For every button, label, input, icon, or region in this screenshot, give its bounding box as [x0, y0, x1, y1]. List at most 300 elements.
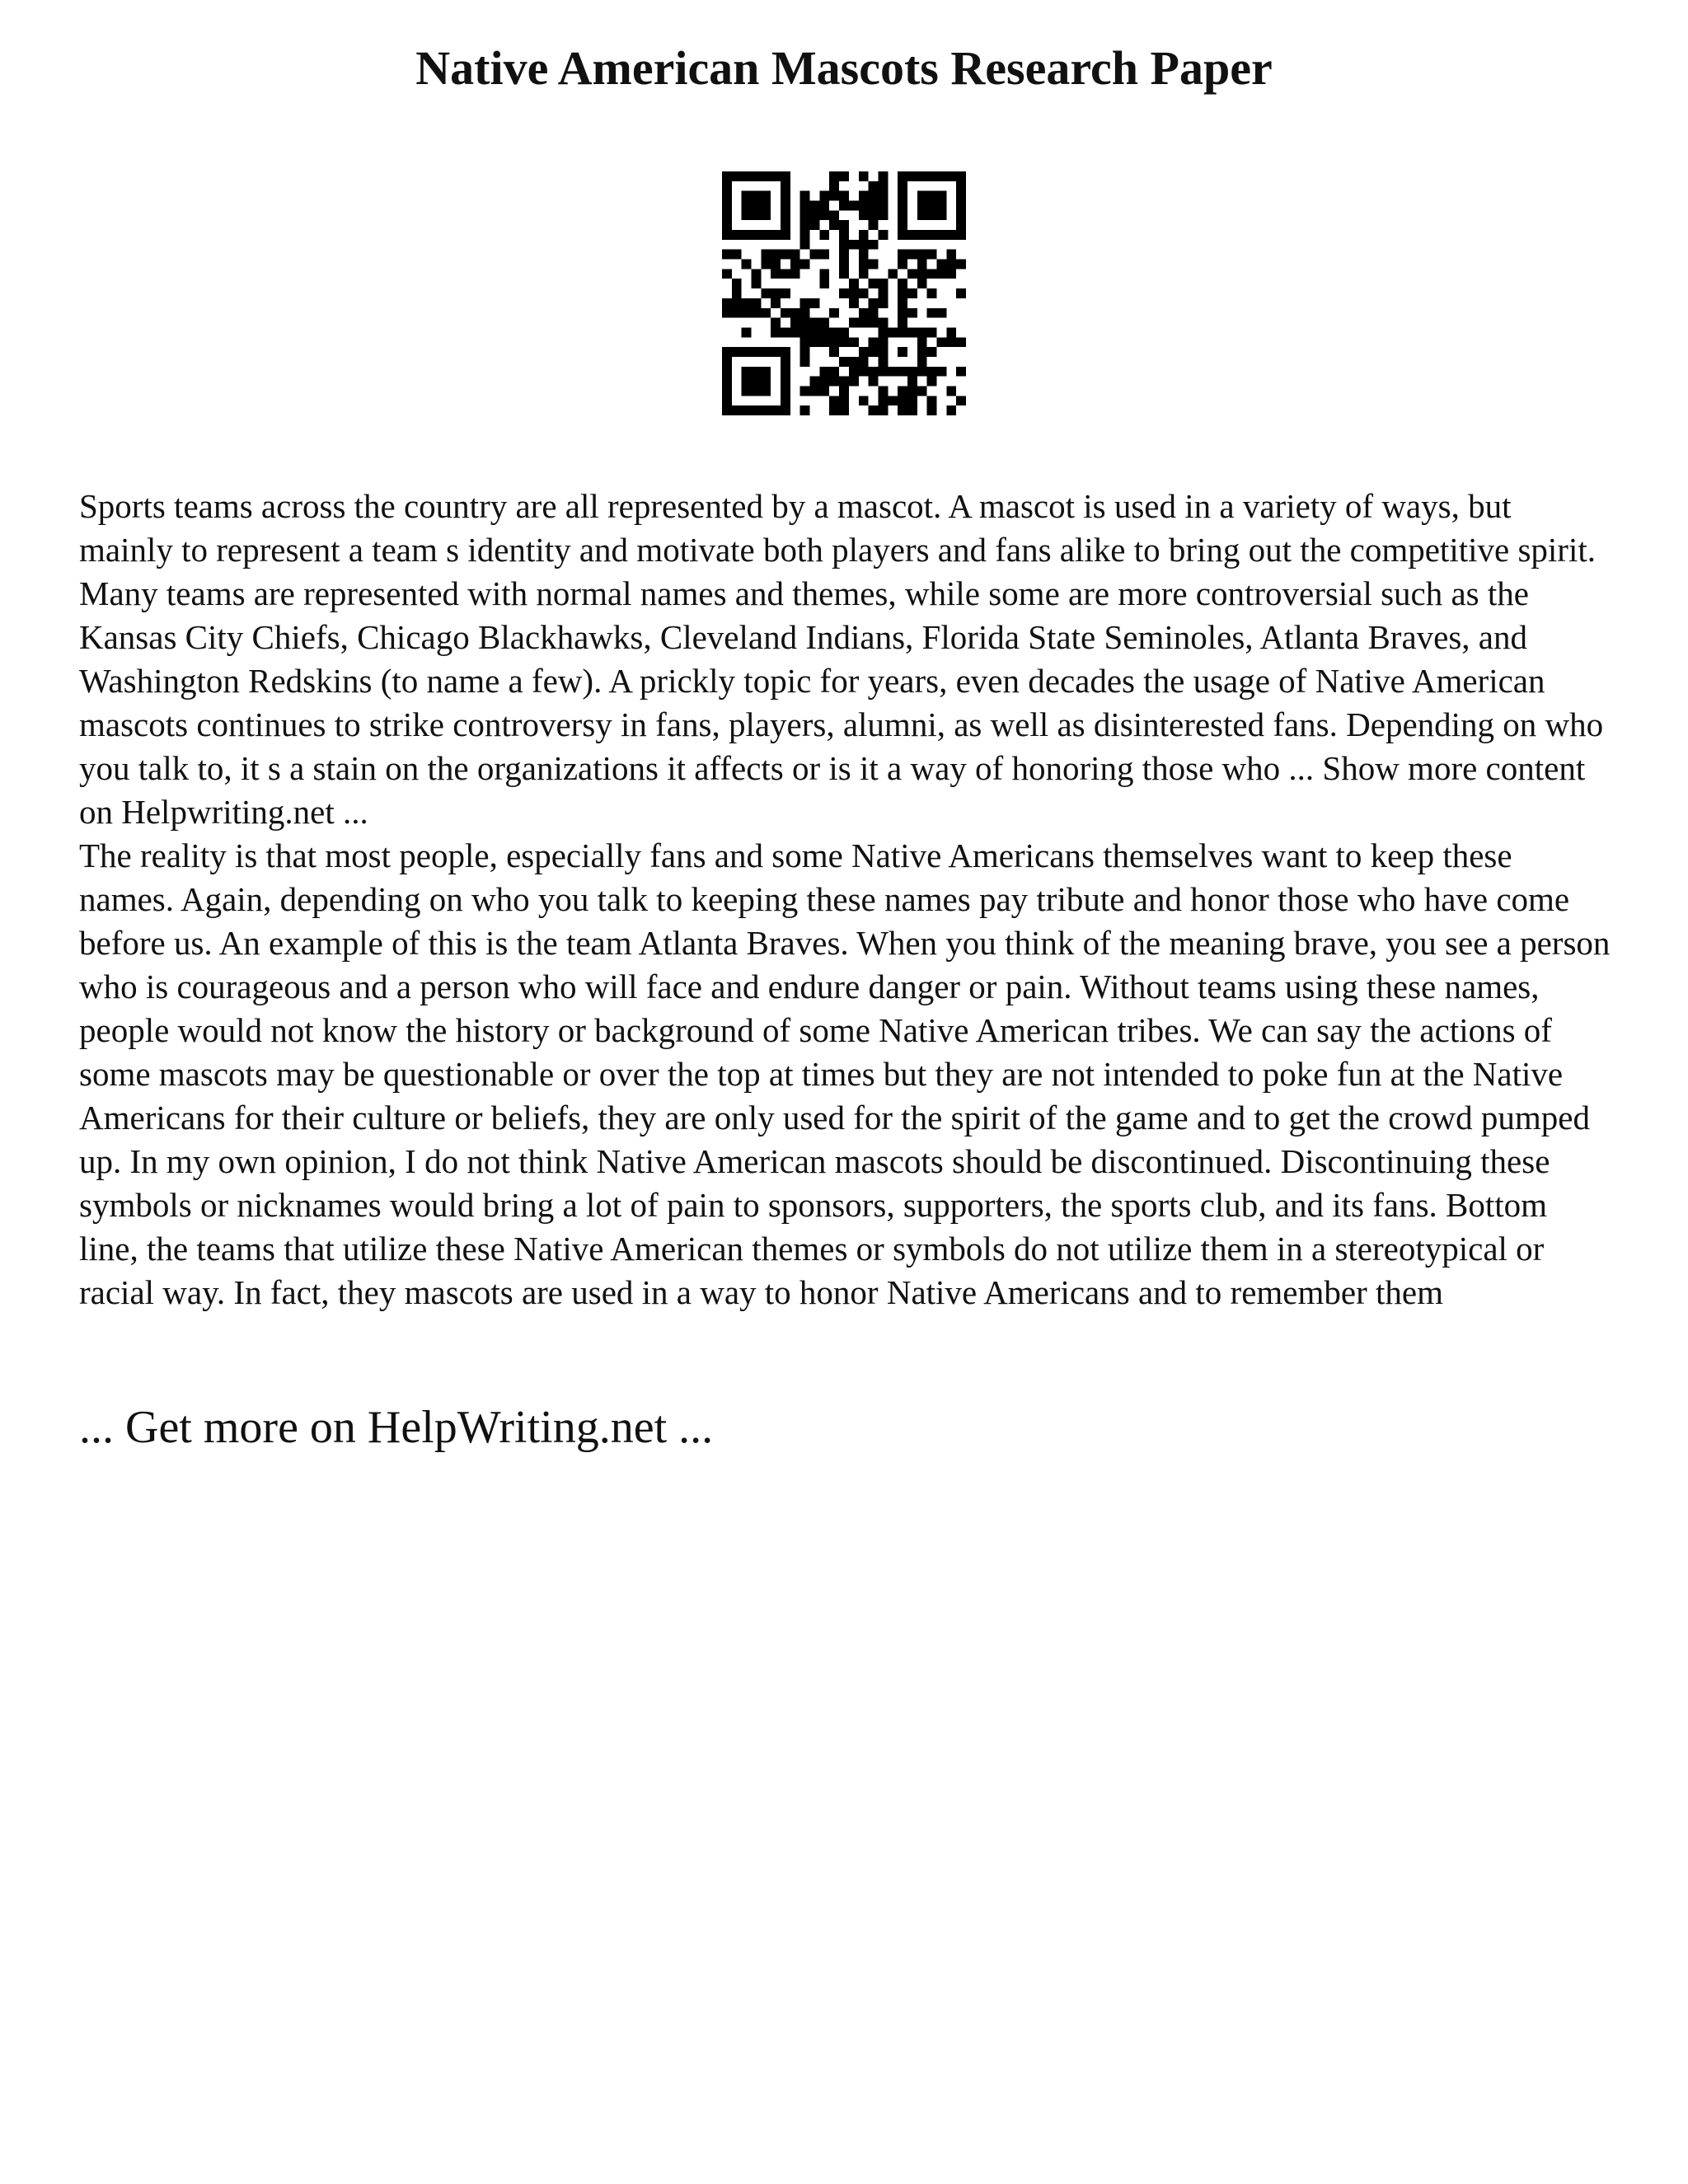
qr-module [781, 171, 790, 181]
qr-module [819, 269, 829, 279]
qr-module [800, 220, 810, 230]
qr-module [800, 191, 810, 201]
qr-module [878, 181, 888, 191]
qr-module [869, 405, 879, 415]
qr-module [761, 288, 771, 298]
page-title: Native American Mascots Research Paper [415, 41, 1273, 95]
qr-module [927, 327, 937, 337]
qr-module [917, 386, 927, 396]
qr-module [936, 367, 946, 377]
qr-module [878, 357, 888, 367]
qr-module [917, 230, 927, 240]
qr-module [732, 298, 742, 308]
qr-module [907, 405, 917, 415]
qr-module [722, 367, 732, 377]
qr-module [849, 357, 859, 367]
qr-module [800, 337, 810, 347]
qr-module [859, 240, 869, 250]
qr-module [917, 327, 927, 337]
qr-module [722, 357, 732, 367]
qr-module [742, 405, 752, 415]
qr-module [781, 250, 790, 260]
qr-module [859, 308, 869, 318]
qr-module [956, 220, 966, 230]
qr-module [898, 298, 907, 308]
qr-module [859, 269, 869, 279]
qr-module [722, 171, 732, 181]
qr-module [907, 396, 917, 405]
qr-module [946, 337, 956, 347]
qr-module [800, 298, 810, 308]
qr-module [859, 191, 869, 201]
qr-module [781, 386, 790, 396]
qr-code-icon[interactable] [722, 171, 966, 415]
qr-module [742, 230, 752, 240]
qr-module [742, 367, 752, 377]
qr-module [946, 250, 956, 260]
qr-module [927, 250, 937, 260]
qr-module [761, 171, 771, 181]
qr-module [800, 405, 810, 415]
qr-module [839, 405, 849, 415]
qr-module [849, 298, 859, 308]
qr-module [878, 279, 888, 288]
qr-module [790, 260, 800, 269]
qr-module [898, 347, 907, 357]
qr-module [878, 386, 888, 396]
qr-module [781, 181, 790, 191]
qr-module [800, 240, 810, 250]
qr-module [839, 327, 849, 337]
qr-module [722, 230, 732, 240]
qr-module [742, 386, 752, 396]
qr-module [742, 191, 752, 201]
qr-module [781, 405, 790, 415]
qr-module [936, 308, 946, 318]
qr-module [907, 386, 917, 396]
qr-module [790, 308, 800, 318]
qr-module [839, 357, 849, 367]
qr-module [839, 191, 849, 201]
qr-module [898, 318, 907, 328]
qr-module [732, 347, 742, 357]
qr-module [927, 171, 937, 181]
qr-module [752, 269, 762, 279]
qr-module [898, 367, 907, 377]
qr-module [859, 288, 869, 298]
qr-module [722, 347, 732, 357]
qr-module [752, 191, 762, 201]
qr-module [829, 396, 839, 405]
qr-module [722, 269, 732, 279]
qr-module [722, 250, 732, 260]
qr-module [859, 357, 869, 367]
qr-module [829, 191, 839, 201]
qr-module [927, 191, 937, 201]
qr-module [761, 201, 771, 211]
qr-module [790, 250, 800, 260]
qr-module [946, 260, 956, 269]
qr-module [752, 347, 762, 357]
qr-module [722, 386, 732, 396]
qr-module [829, 337, 839, 347]
get-more-link[interactable]: ... Get more on HelpWriting.net ... [79, 1402, 714, 1453]
qr-module [829, 210, 839, 220]
qr-module [781, 377, 790, 387]
qr-module [839, 386, 849, 396]
qr-module [771, 347, 781, 357]
qr-module [722, 210, 732, 220]
qr-module [752, 308, 762, 318]
qr-module [956, 171, 966, 181]
qr-module [742, 171, 752, 181]
qr-module [927, 230, 937, 240]
qr-module [761, 210, 771, 220]
qr-module [810, 318, 820, 328]
qr-module [917, 279, 927, 288]
qr-module [917, 210, 927, 220]
qr-module [898, 260, 907, 269]
qr-module [810, 210, 820, 220]
qr-module [927, 201, 937, 211]
qr-module [771, 327, 781, 337]
qr-module [771, 269, 781, 279]
qr-module [917, 357, 927, 367]
qr-module [927, 377, 937, 387]
qr-module [722, 308, 732, 318]
qr-module [810, 327, 820, 337]
qr-module [849, 318, 859, 328]
qr-module [898, 386, 907, 396]
qr-module [936, 337, 946, 347]
paragraph-2: The reality is that most people, especially fans and some Native Americans themselves want to keep these names. Again, depending on who you talk to keeping these names pay tribute and honor those who have come before us. An example of this is the team Atlanta Braves. When you think of the meaning brave, you see a person who is courageous and a person who will face and endure danger or pain. Without teams using these names, people would not know the history or background of some Native American tribes. We can say the actions of some mascots may be questionable or over the top at times but they are not intended to poke fun at the Native Americans for their culture or beliefs, they are only used for the spirit of the game and to get the crowd pumped up. In my own opinion, I do not think Native American mascots should be discontinued. Discontinuing these symbols or nicknames would bring a lot of pain to sponsors, supporters, the sports club, and its fans. Bottom line, the teams that utilize these Native American themes or symbols do not utilize them in a stereotypical or racial way. In fact, they mascots are used in a way to honor Native Americans and to remember them [79, 837, 1611, 1311]
qr-module [781, 396, 790, 405]
qr-module [878, 288, 888, 298]
qr-module [752, 279, 762, 288]
qr-module [800, 386, 810, 396]
qr-module [829, 181, 839, 191]
qr-module [907, 308, 917, 318]
qr-module [859, 230, 869, 240]
qr-module [898, 308, 907, 318]
qr-module [956, 181, 966, 191]
qr-module [752, 386, 762, 396]
qr-module [819, 201, 829, 211]
qr-module [781, 201, 790, 211]
qr-module [781, 347, 790, 357]
qr-module [956, 367, 966, 377]
qr-module [829, 327, 839, 337]
qr-module [722, 405, 732, 415]
qr-module [819, 367, 829, 377]
qr-module [907, 171, 917, 181]
qr-module [849, 367, 859, 377]
qr-module [859, 260, 869, 269]
qr-module [946, 171, 956, 181]
qr-module [829, 308, 839, 318]
qr-module [722, 396, 732, 405]
qr-module [917, 191, 927, 201]
qr-module [849, 377, 859, 387]
qr-module [888, 269, 898, 279]
qr-module [819, 279, 829, 288]
qr-module [761, 386, 771, 396]
qr-module [771, 260, 781, 269]
paragraph-1: Sports teams across the country are all represented by a mascot. A mascot is used in a variety of ways, but mainly to represent a team s identity and motivate both players and fans alike to bring out the competitive spirit. Many teams are represented with normal names and themes, while some are more controversial such as the Kansas City Chiefs, Chicago Blackhawks, Cleveland Indians, Florida State Seminoles, Atlanta Braves, and Washington Redskins (to name a few). A prickly topic for years, even decades the usage of Native American mascots continues to strike controversy in fans, players, alumni, as well as disinterested fans. Depending on who you talk to, it s a stain on the organizations it affects or is it a way of honoring those who ... Show more content on Helpwriting.net ... [79, 487, 1604, 831]
qr-module [869, 337, 879, 347]
qr-module [752, 201, 762, 211]
qr-module [742, 327, 752, 337]
qr-module [869, 298, 879, 308]
qr-module [781, 191, 790, 201]
qr-module [859, 347, 869, 357]
qr-module [781, 357, 790, 367]
qr-module [839, 269, 849, 279]
qr-module [761, 260, 771, 269]
qr-module [752, 405, 762, 415]
qr-module [829, 171, 839, 181]
qr-module [819, 377, 829, 387]
qr-module [810, 377, 820, 387]
qr-module [810, 220, 820, 230]
qr-module [936, 260, 946, 269]
qr-module [742, 308, 752, 318]
qr-module [898, 279, 907, 288]
qr-module [771, 405, 781, 415]
qr-module [810, 250, 820, 260]
qr-module [878, 327, 888, 337]
qr-module [956, 260, 966, 269]
qr-module [859, 201, 869, 211]
qr-module [800, 201, 810, 211]
qr-module [752, 377, 762, 387]
article-body [79, 485, 1612, 1315]
qr-module [946, 386, 956, 396]
qr-module [781, 210, 790, 220]
qr-module [859, 396, 869, 405]
qr-module [742, 201, 752, 211]
qr-module [752, 298, 762, 308]
qr-module [810, 298, 820, 308]
qr-module [839, 288, 849, 298]
qr-module [907, 367, 917, 377]
qr-module [722, 377, 732, 387]
qr-module [761, 191, 771, 201]
qr-module [781, 220, 790, 230]
qr-module [849, 240, 859, 250]
qr-module [956, 230, 966, 240]
qr-module [839, 240, 849, 250]
qr-module [956, 210, 966, 220]
qr-module [819, 230, 829, 240]
qr-module [946, 269, 956, 279]
qr-module [907, 377, 917, 387]
qr-module [859, 318, 869, 328]
qr-module [859, 367, 869, 377]
qr-module [781, 367, 790, 377]
qr-module [722, 298, 732, 308]
qr-module [839, 396, 849, 405]
qr-module [898, 220, 907, 230]
qr-module [878, 347, 888, 357]
qr-module [898, 191, 907, 201]
qr-module [946, 230, 956, 240]
qr-module [781, 288, 790, 298]
qr-module [898, 181, 907, 191]
qr-module [800, 357, 810, 367]
qr-module [800, 318, 810, 328]
qr-module [927, 288, 937, 298]
qr-module [790, 318, 800, 328]
qr-module [800, 308, 810, 318]
qr-module [781, 230, 790, 240]
qr-module [878, 298, 888, 308]
qr-module [732, 279, 742, 288]
qr-module [819, 191, 829, 201]
qr-module [869, 220, 879, 230]
qr-module [878, 201, 888, 211]
qr-module [742, 298, 752, 308]
qr-module [839, 337, 849, 347]
qr-module [869, 201, 879, 211]
qr-module [898, 405, 907, 415]
qr-module [907, 230, 917, 240]
qr-module [790, 327, 800, 337]
qr-module [859, 171, 869, 181]
qr-code-graphic [722, 171, 966, 415]
qr-module [742, 347, 752, 357]
qr-module [917, 260, 927, 269]
qr-module [917, 269, 927, 279]
qr-module [839, 230, 849, 240]
qr-module [819, 337, 829, 347]
qr-module [907, 269, 917, 279]
qr-module [898, 201, 907, 211]
qr-module [898, 171, 907, 181]
qr-module [907, 327, 917, 337]
qr-module [732, 250, 742, 260]
qr-module [917, 171, 927, 181]
qr-module [878, 318, 888, 328]
qr-module [819, 210, 829, 220]
qr-module [810, 386, 820, 396]
qr-module [810, 201, 820, 211]
qr-module [859, 210, 869, 220]
qr-module [898, 210, 907, 220]
qr-module [771, 318, 781, 328]
qr-module [781, 269, 790, 279]
qr-module [819, 327, 829, 337]
qr-module [869, 308, 879, 318]
qr-module [742, 210, 752, 220]
qr-module [839, 171, 849, 181]
qr-module [927, 405, 937, 415]
qr-module [761, 347, 771, 357]
qr-module [956, 191, 966, 201]
qr-module [917, 337, 927, 347]
qr-module [878, 191, 888, 201]
qr-module [722, 201, 732, 211]
qr-module [761, 405, 771, 415]
qr-module [878, 396, 888, 405]
qr-module [869, 191, 879, 201]
qr-module [771, 171, 781, 181]
qr-module [878, 230, 888, 240]
qr-module [888, 367, 898, 377]
qr-module [800, 347, 810, 357]
qr-module [869, 240, 879, 250]
qr-module [771, 288, 781, 298]
qr-module [946, 405, 956, 415]
qr-module [829, 377, 839, 387]
qr-module [800, 210, 810, 220]
qr-module [829, 347, 839, 357]
qr-module [888, 396, 898, 405]
qr-module [732, 230, 742, 240]
qr-module [819, 250, 829, 260]
qr-module [752, 171, 762, 181]
qr-module [752, 367, 762, 377]
qr-module [898, 327, 907, 337]
qr-module [907, 250, 917, 260]
qr-module [781, 327, 790, 337]
qr-module [732, 171, 742, 181]
qr-module [742, 377, 752, 387]
qr-module [936, 201, 946, 211]
qr-module [869, 318, 879, 328]
qr-module [927, 210, 937, 220]
qr-module [752, 230, 762, 240]
qr-module [878, 171, 888, 181]
qr-module [878, 337, 888, 347]
qr-module [927, 347, 937, 357]
qr-module [810, 337, 820, 347]
qr-module [761, 308, 771, 318]
qr-module [722, 220, 732, 230]
qr-module [917, 347, 927, 357]
qr-module [839, 260, 849, 269]
qr-module [829, 405, 839, 415]
qr-module [839, 377, 849, 387]
qr-module [869, 347, 879, 357]
qr-module [898, 250, 907, 260]
qr-module [790, 269, 800, 279]
qr-module [829, 220, 839, 230]
qr-module [936, 230, 946, 240]
qr-module [898, 288, 907, 298]
qr-module [878, 405, 888, 415]
qr-module [956, 288, 966, 298]
qr-module [732, 288, 742, 298]
qr-module [917, 367, 927, 377]
qr-module [771, 250, 781, 260]
qr-module [722, 191, 732, 201]
qr-module [800, 230, 810, 240]
qr-module [732, 308, 742, 318]
qr-module [829, 367, 839, 377]
qr-module [956, 337, 966, 347]
qr-module [761, 250, 771, 260]
qr-module [839, 201, 849, 211]
qr-module [771, 230, 781, 240]
qr-module [927, 396, 937, 405]
qr-module [869, 367, 879, 377]
qr-module [771, 298, 781, 308]
qr-module [819, 386, 829, 396]
qr-module [781, 308, 790, 318]
qr-module [752, 210, 762, 220]
qr-module [722, 181, 732, 191]
